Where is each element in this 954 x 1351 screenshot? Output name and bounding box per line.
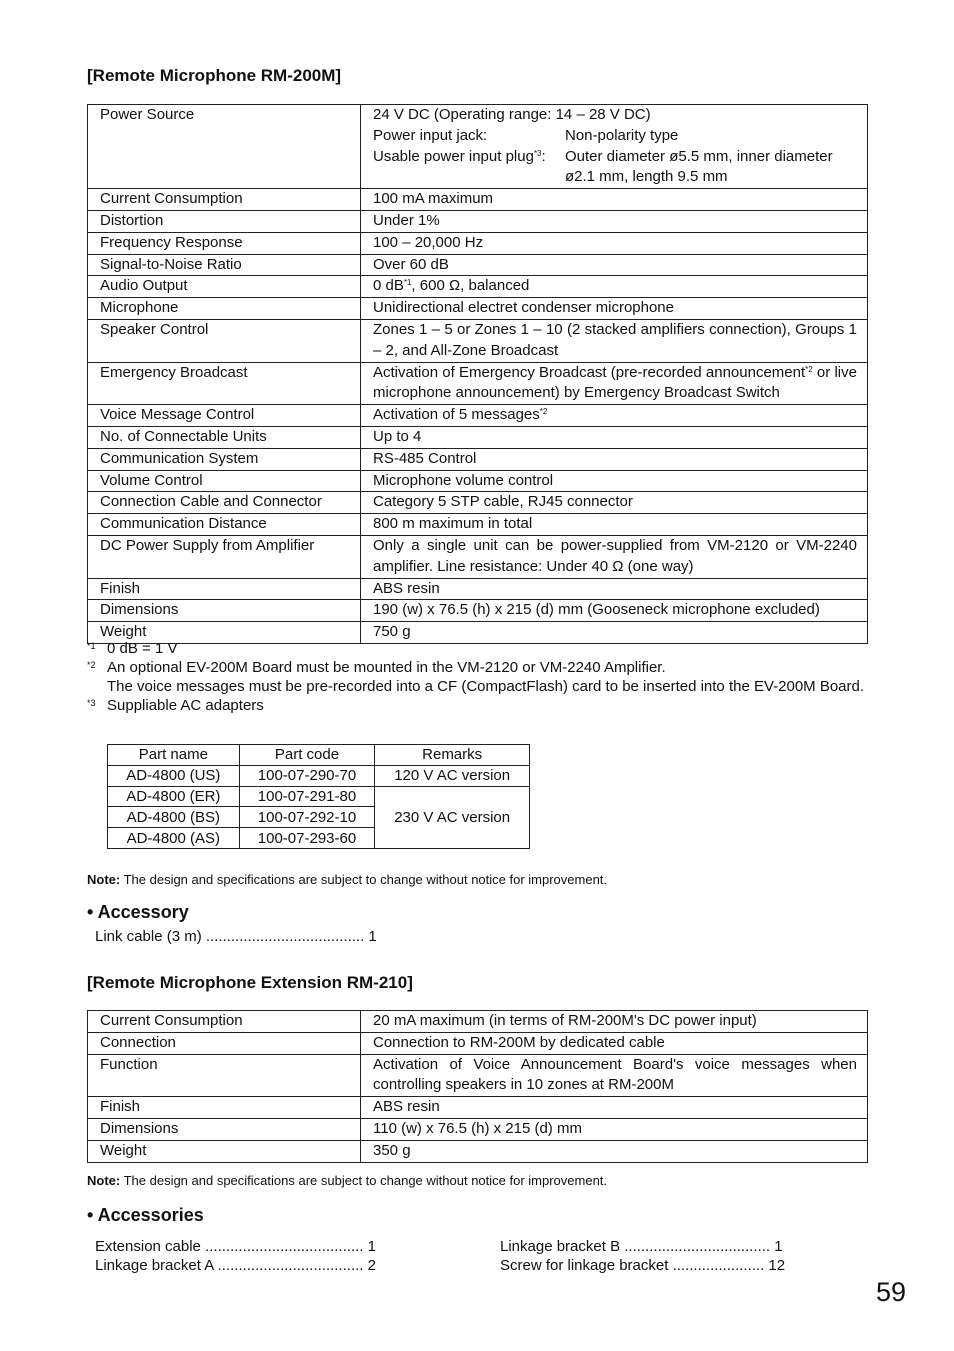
spec-label: Microphone <box>88 298 361 320</box>
table-row <box>108 786 530 807</box>
accessory-heading: • Accessory <box>87 902 189 922</box>
spec-subvalue: Outer diameter ø5.5 mm, inner diameter <box>565 147 833 165</box>
spec-line <box>373 147 857 168</box>
spec-value <box>361 535 868 578</box>
spec-line: Over 60 dB <box>373 255 449 273</box>
spec-row <box>88 1118 868 1140</box>
spec-row <box>88 535 868 578</box>
spec-row <box>88 492 868 514</box>
spec-line: 800 m maximum in total <box>373 515 533 533</box>
spec-label: Connection <box>88 1032 361 1054</box>
spec-line: ABS resin <box>373 1098 440 1116</box>
spec-label: Speaker Control <box>88 319 361 362</box>
spec-value <box>361 1140 868 1162</box>
spec-label: Weight <box>88 622 361 644</box>
spec-value <box>361 319 868 362</box>
spec-label: Distortion <box>88 210 361 232</box>
spec-row <box>88 254 868 276</box>
spec-subkey: Power input jack: <box>373 126 488 144</box>
spec-row <box>88 210 868 232</box>
header-cell: Part code <box>239 745 375 766</box>
spec-label: DC Power Supply from Amplifier <box>88 535 361 578</box>
table-cell: AD-4800 (ER) <box>108 786 240 807</box>
spec-label: Audio Output <box>88 276 361 298</box>
spec-row <box>88 1032 868 1054</box>
spec-label: Communication System <box>88 448 361 470</box>
spec-line: 110 (w) x 76.5 (h) x 215 (d) mm <box>373 1119 582 1137</box>
spec-line: Category 5 STP cable, RJ45 connector <box>373 493 633 511</box>
table-cell: 100-07-293-60 <box>239 828 375 849</box>
spec-row <box>88 298 868 320</box>
spec-row <box>88 514 868 536</box>
spec-line: Activation of Emergency Broadcast (pre-recorded announcement$^{*2}$ or live microphone announcement) by Emergency Broadcast Switch <box>373 363 857 402</box>
accessory-item: Screw for linkage bracket ...................... 12 <box>500 1257 786 1274</box>
spec-label: Voice Message Control <box>88 405 361 427</box>
footnote-ref: *1 <box>403 278 412 288</box>
spec-row <box>88 426 868 448</box>
table-cell: AD-4800 (US) <box>108 765 240 786</box>
spec-row <box>88 105 868 189</box>
spec-subkey: Usable power input plug$^{*3}$: <box>373 147 546 165</box>
table-header-row <box>108 745 530 766</box>
spec-row <box>88 276 868 298</box>
footnote-text: An optional EV-200M Board must be mounted in the VM-2120 or VM-2240 Amplifier. The voice messages must be pre-recorded into a CF (CompactFlash) card to be inserted into the EV-200M Board. <box>107 659 865 695</box>
spec-value <box>361 298 868 320</box>
spec-value <box>361 1054 868 1097</box>
spec-value <box>361 1032 868 1054</box>
table-cell: 100-07-291-80 <box>239 786 375 807</box>
accessories-heading: • Accessories <box>87 1205 204 1225</box>
footnote-2 <box>87 658 877 696</box>
note: Note: The design and specifications are subject to change without notice for improvement. <box>87 1173 608 1188</box>
spec-line: 190 (w) x 76.5 (h) x 215 (d) mm (Gooseneck microphone excluded) <box>373 601 820 619</box>
spec-subvalue: Non-polarity type <box>565 126 679 144</box>
spec-line: ABS resin <box>373 579 440 597</box>
table-cell: AD-4800 (BS) <box>108 807 240 828</box>
rm210-heading: [Remote Microphone Extension RM-210] <box>87 973 413 992</box>
spec-value <box>361 276 868 298</box>
spec-label: Frequency Response <box>88 232 361 254</box>
table-row <box>108 765 530 786</box>
spec-value <box>361 470 868 492</box>
spec-line: Up to 4 <box>373 427 422 445</box>
spec-row <box>88 405 868 427</box>
spec-row <box>88 1054 868 1097</box>
spec-label: Power Source <box>88 105 361 189</box>
table-cell: 100-07-290-70 <box>239 765 375 786</box>
spec-row <box>88 448 868 470</box>
spec-value <box>361 105 868 189</box>
spec-row <box>88 1097 868 1119</box>
spec-line: Connection to RM-200M by dedicated cable <box>373 1033 665 1051</box>
spec-row <box>88 578 868 600</box>
spec-value <box>361 600 868 622</box>
spec-line: Zones 1 – 5 or Zones 1 – 10 (2 stacked amplifiers connection), Groups 1 – 2, and All-Zone Broadcast <box>373 320 857 359</box>
spec-label: Function <box>88 1054 361 1097</box>
spec-line: Under 1% <box>373 211 440 229</box>
header-cell: Remarks <box>375 745 530 766</box>
spec-value <box>361 578 868 600</box>
accessory-item: Link cable (3 m) ...................................... 1 <box>95 928 377 945</box>
spec-label: Dimensions <box>88 1118 361 1140</box>
footnote-mark: *3 <box>87 698 96 708</box>
spec-value <box>361 210 868 232</box>
spec-value <box>361 492 868 514</box>
spec-subkey <box>373 167 565 188</box>
spec-label: Volume Control <box>88 470 361 492</box>
spec-value <box>361 362 868 405</box>
spec-value <box>361 1097 868 1119</box>
footnote-text: 0 dB = 1 V <box>107 640 178 657</box>
spec-value <box>361 232 868 254</box>
spec-value <box>361 254 868 276</box>
spec-line: Unidirectional electret condenser microphone <box>373 299 674 317</box>
spec-row <box>88 1011 868 1033</box>
spec-line: Microphone volume control <box>373 471 554 489</box>
spec-row <box>88 1140 868 1162</box>
spec-line: 100 mA maximum <box>373 190 494 208</box>
footnote-mark: *2 <box>87 660 96 670</box>
spec-value <box>361 189 868 211</box>
footnotes <box>87 639 877 715</box>
footnote-1 <box>87 639 877 658</box>
footnote-text: Suppliable AC adapters <box>107 697 264 714</box>
header-cell: Part name <box>108 745 240 766</box>
spec-value <box>361 514 868 536</box>
spec-value <box>361 426 868 448</box>
spec-line <box>373 126 857 147</box>
accessory-item: Linkage bracket A ................................... 2 <box>95 1257 376 1274</box>
spec-label: Finish <box>88 1097 361 1119</box>
spec-line: 0 $dB^{*1}$, 600 Ω, balanced <box>373 277 530 295</box>
table-cell: 120 V AC version <box>375 765 530 786</box>
rm200m-heading: [Remote Microphone RM-200M] <box>87 66 342 85</box>
spec-line: 20 mA maximum (in terms of RM-200M's DC power input) <box>373 1012 757 1029</box>
rm200m-spec-table <box>87 104 868 644</box>
spec-line <box>373 167 857 188</box>
spec-line: 100 – 20,000 Hz <box>373 233 484 251</box>
accessory-item: Linkage bracket B ................................... 1 <box>500 1238 783 1255</box>
note: Note: The design and specifications are subject to change without notice for improvement. <box>87 872 608 887</box>
table-cell: 100-07-292-10 <box>239 807 375 828</box>
footnote-3 <box>87 696 877 715</box>
spec-line: 750 g <box>373 623 411 641</box>
spec-row <box>88 470 868 492</box>
footnote-mark: *1 <box>87 641 96 651</box>
accessory-item: Extension cable ...................................... 1 <box>95 1238 376 1255</box>
spec-row <box>88 189 868 211</box>
spec-row <box>88 600 868 622</box>
spec-value <box>361 1118 868 1140</box>
rm210-spec-table <box>87 1010 868 1163</box>
spec-value <box>361 1011 868 1033</box>
footnote-ref: *2 <box>805 364 813 374</box>
spec-label: Finish <box>88 578 361 600</box>
spec-label: No. of Connectable Units <box>88 426 361 448</box>
table-cell: AD-4800 (AS) <box>108 828 240 849</box>
table-cell: 230 V AC version <box>375 786 530 848</box>
spec-value <box>361 448 868 470</box>
spec-line: RS-485 Control <box>373 449 477 467</box>
spec-row <box>88 319 868 362</box>
footnote-ref: *2 <box>539 407 548 417</box>
spec-line: 24 V DC (Operating range: 14 – 28 V DC) <box>373 106 651 123</box>
spec-line: 350 g <box>373 1141 411 1159</box>
ac-adapter-table <box>107 744 530 849</box>
spec-label: Dimensions <box>88 600 361 622</box>
spec-line: Activation of Voice Announcement Board's voice messages when controlling speakers in 10 zones at RM-200M <box>373 1055 857 1094</box>
spec-label: Emergency Broadcast <box>88 362 361 405</box>
spec-row <box>88 232 868 254</box>
spec-label: Current Consumption <box>88 189 361 211</box>
spec-subvalue: ø2.1 mm, length 9.5 mm <box>565 168 728 186</box>
spec-label: Signal-to-Noise Ratio <box>88 254 361 276</box>
spec-label: Connection Cable and Connector <box>88 492 361 514</box>
spec-line: Only a single unit can be power-supplied from VM-2120 or VM-2240 amplifier. Line resistance: Under 40 Ω (one way) <box>373 536 857 575</box>
spec-row <box>88 362 868 405</box>
footnote-ref: *3 <box>533 148 542 158</box>
spec-line: Activation of 5 messages$^{*2}$ <box>373 406 548 424</box>
spec-value <box>361 405 868 427</box>
page-number: 59 <box>876 1277 907 1307</box>
spec-label: Weight <box>88 1140 361 1162</box>
spec-label: Current Consumption <box>88 1011 361 1033</box>
spec-label: Communication Distance <box>88 514 361 536</box>
